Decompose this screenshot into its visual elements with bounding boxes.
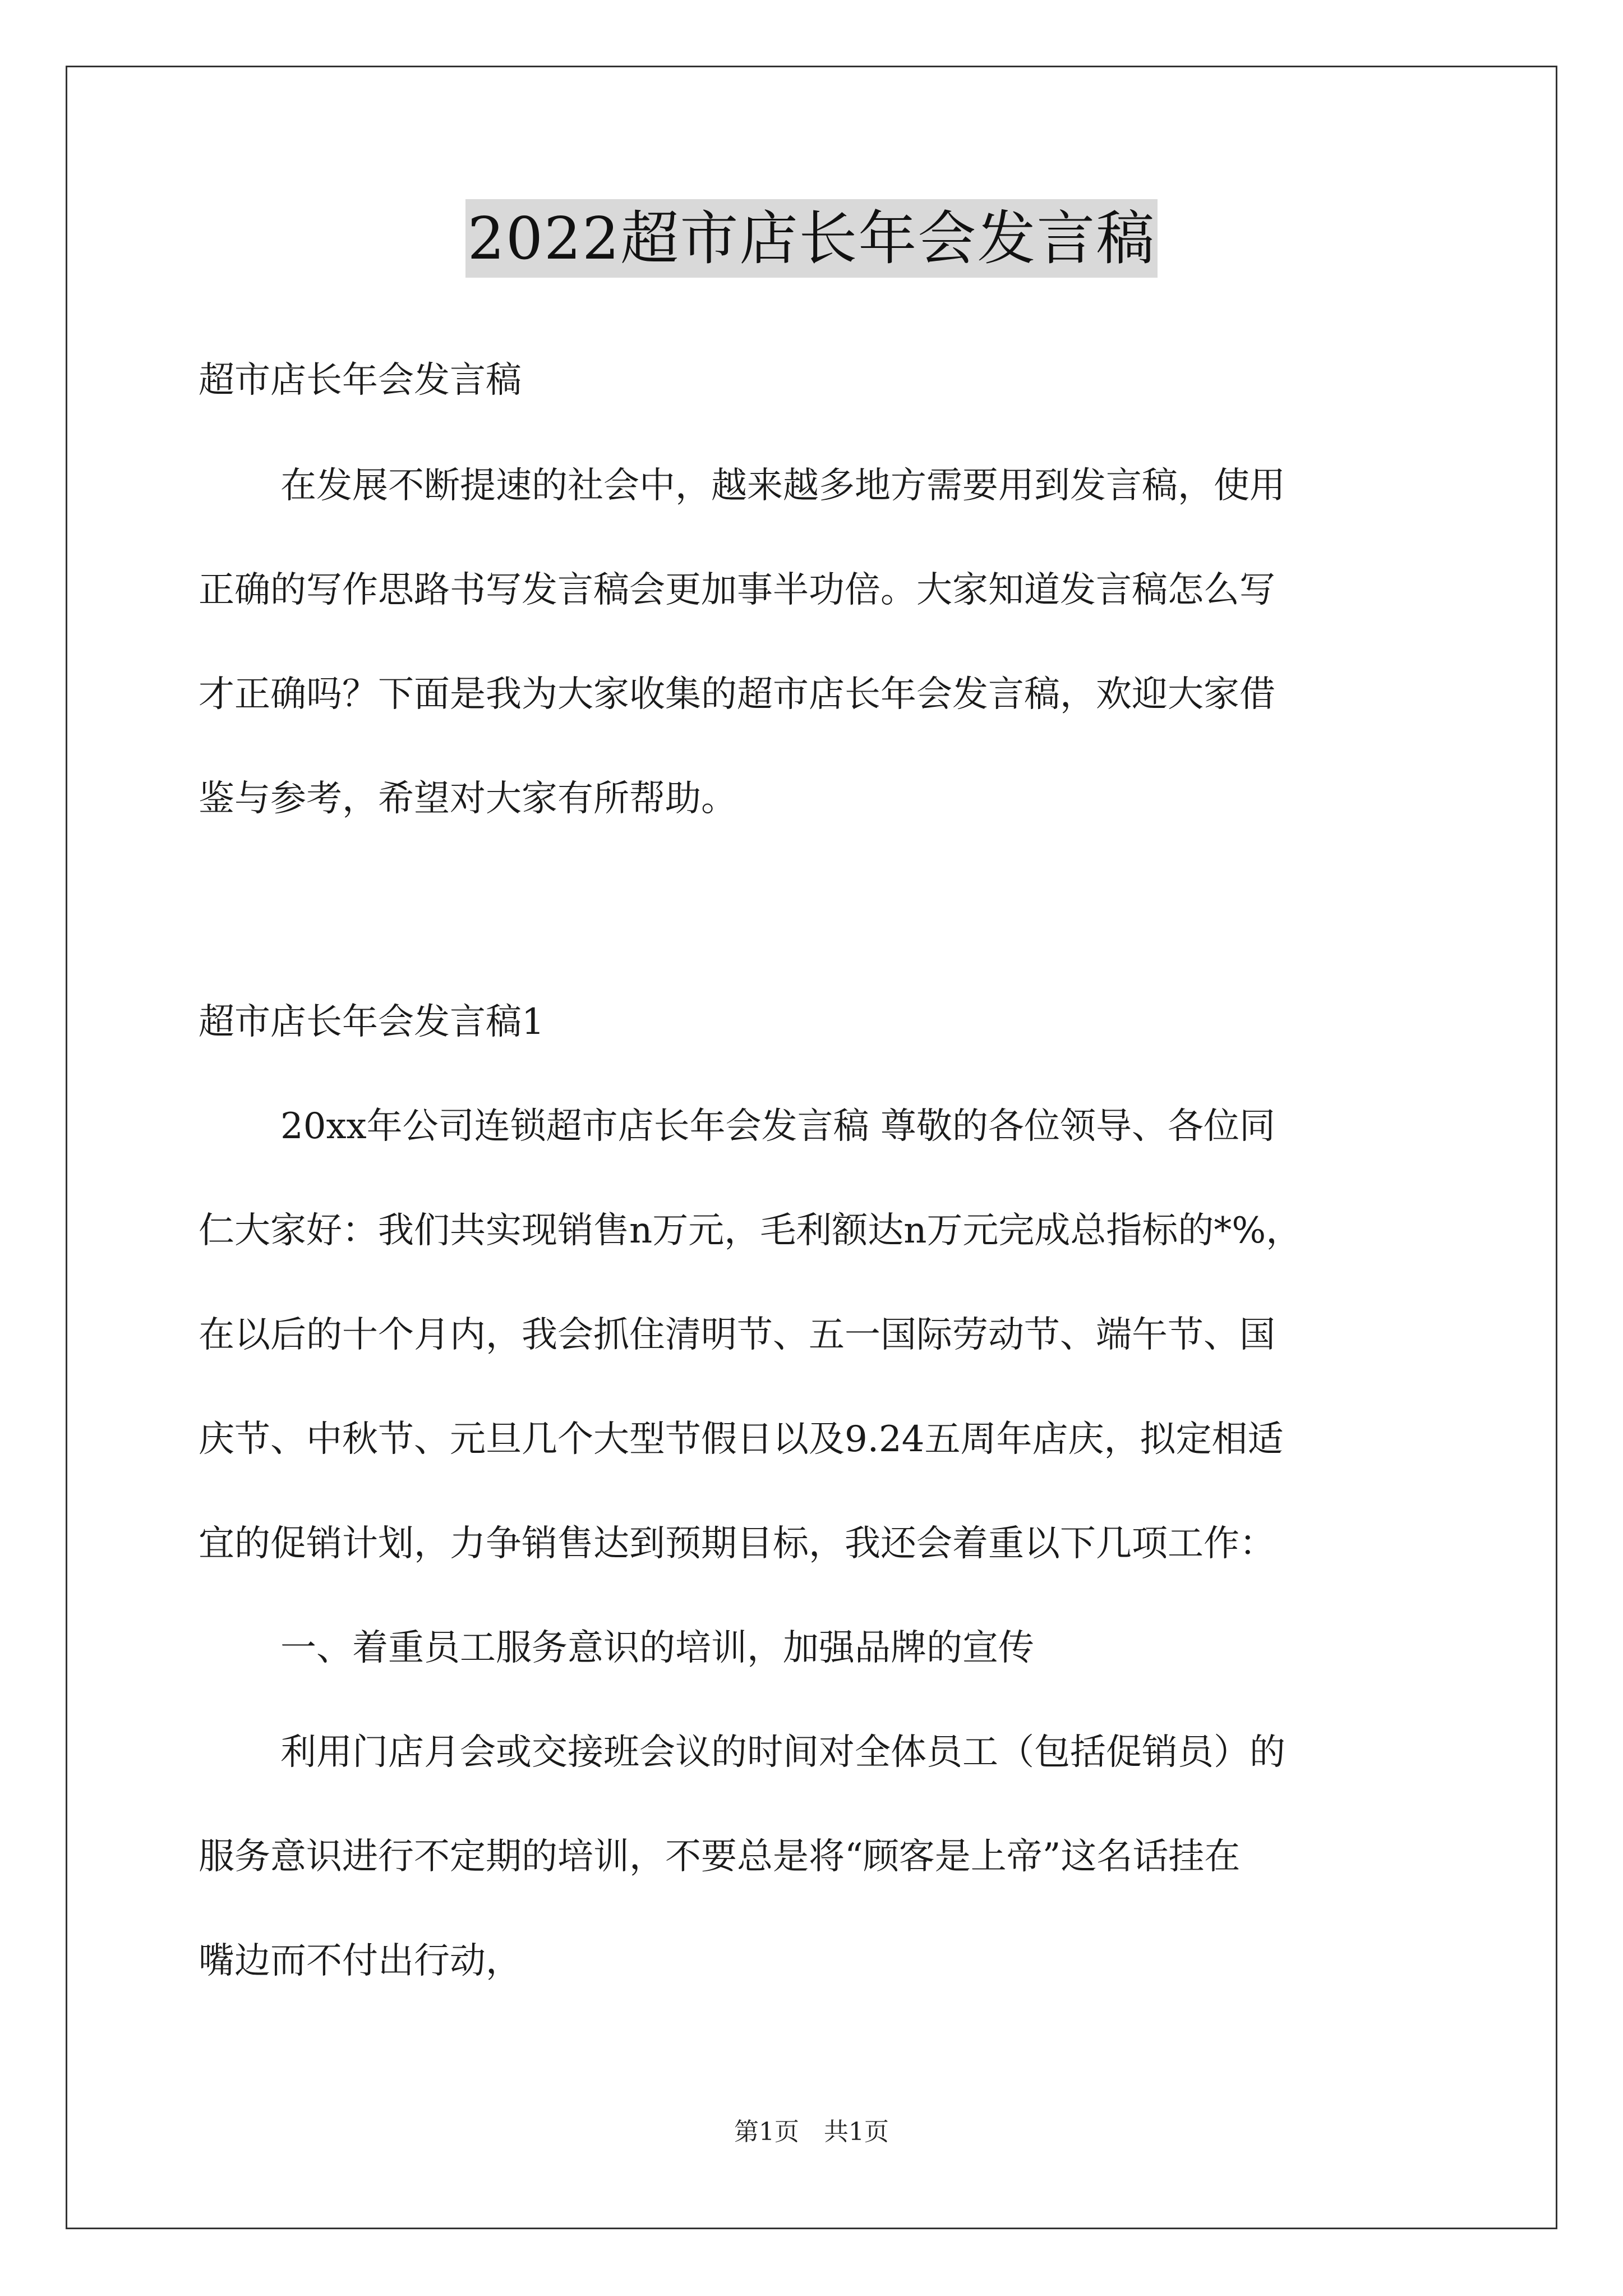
point-paragraph-line: 嘴边而不付出行动， bbox=[199, 1940, 522, 1982]
document-subtitle: 超市店长年会发言稿 bbox=[199, 360, 522, 401]
section-paragraph-line: 宜的促销计划，力争销售达到预期目标，我还会着重以下几项工作： bbox=[199, 1523, 1275, 1565]
section-paragraph-line: 20xx年公司连锁超市店长年会发言稿 尊敬的各位领导、各位同 bbox=[280, 1106, 1275, 1147]
intro-paragraph-line: 在发展不断提速的社会中，越来越多地方需要用到发言稿，使用 bbox=[280, 465, 1285, 507]
document-title-text: 2022超市店长年会发言稿 bbox=[465, 199, 1158, 278]
intro-paragraph-line: 才正确吗？下面是我为大家收集的超市店长年会发言稿，欢迎大家借 bbox=[199, 674, 1275, 715]
section-paragraph-line: 在以后的十个月内，我会抓住清明节、五一国际劳动节、端午节、国 bbox=[199, 1314, 1275, 1356]
section-paragraph-line: 庆节、中秋节、元旦几个大型节假日以及9.24五周年店庆，拟定相适 bbox=[199, 1419, 1284, 1460]
point-paragraph-line: 利用门店月会或交接班会议的时间对全体员工（包括促销员）的 bbox=[280, 1732, 1285, 1773]
document-title bbox=[0, 199, 1623, 278]
intro-paragraph-line: 鉴与参考，希望对大家有所帮助。 bbox=[199, 778, 737, 820]
section-heading: 超市店长年会发言稿1 bbox=[199, 1001, 545, 1043]
intro-paragraph-line: 正确的写作思路书写发言稿会更加事半功倍。大家知道发言稿怎么写 bbox=[199, 569, 1275, 611]
point-heading: 一、着重员工服务意识的培训，加强品牌的宣传 bbox=[280, 1627, 1034, 1669]
section-paragraph-line: 仁大家好：我们共实现销售n万元，毛利额达n万元完成总指标的*%， bbox=[199, 1210, 1302, 1251]
point-paragraph-line: 服务意识进行不定期的培训，不要总是将“顾客是上帝”这名话挂在 bbox=[199, 1836, 1241, 1878]
page-footer: 第1页 共1页 bbox=[734, 2118, 889, 2146]
